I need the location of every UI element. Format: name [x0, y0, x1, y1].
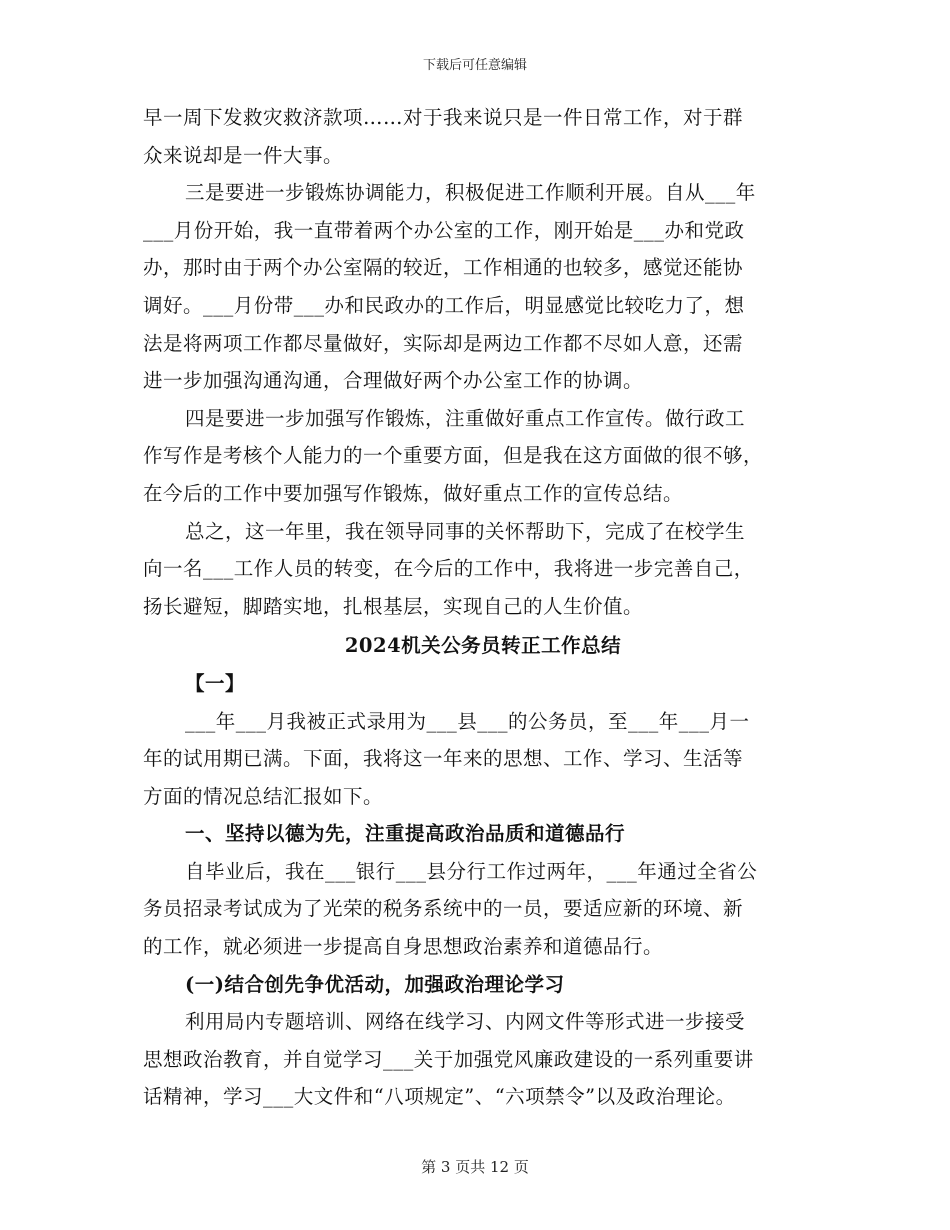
paragraph-line: ___月份开始，我一直带着两个办公室的工作，刚开始是___办和党政	[143, 218, 745, 242]
paragraph-line: 扬长避短，脚踏实地，扎根基层，实现自己的人生价值。	[143, 594, 644, 618]
paragraph-line: 思想政治教育，并自觉学习___关于加强党风廉政建设的一系列重要讲	[143, 1047, 754, 1071]
part-heading: 【一】	[185, 671, 246, 695]
paragraph-line: 三是要进一步锻炼协调能力，积极促进工作顺利开展。自从___年	[185, 181, 756, 205]
document-body	[143, 99, 823, 1116]
subsection-heading: (一)结合创先争优活动，加强政治理论学习	[185, 972, 565, 996]
page-header: 下载后可任意编辑	[422, 58, 527, 73]
paragraph-line: 自毕业后，我在___银行___县分行工作过两年，___年通过全省公	[185, 859, 758, 883]
paragraph-line: 年的试用期已满。下面，我将这一年来的思想、工作、学习、生活等	[143, 747, 744, 771]
paragraph-line: ___年___月我被正式录用为___县___的公务员，至___年___月一	[185, 709, 750, 733]
paragraph-line: 四是要进一步加强写作锻炼，注重做好重点工作宣传。做行政工	[185, 406, 746, 430]
paragraph-line: 在今后的工作中要加强写作锻炼，做好重点工作的宣传总结。	[143, 481, 684, 505]
paragraph-line: 办，那时由于两个办公室隔的较近，工作相通的也较多，感觉还能协	[143, 256, 744, 280]
paragraph-line: 调好。___月份带___办和民政办的工作后，明显感觉比较吃力了，想	[143, 293, 745, 317]
paragraph-line: 利用局内专题培训、网络在线学习、内网文件等形式进一步接受	[185, 1010, 746, 1034]
paragraph-line: 话精神，学习___大文件和“八项规定”、“六项禁令”以及政治理论。	[143, 1085, 736, 1109]
paragraph-line: 早一周下发救灾救济款项……对于我来说只是一件日常工作，对于群	[143, 106, 744, 129]
paragraph-line: 作写作是考核个人能力的一个重要方面，但是我在这方面做的很不够，	[143, 444, 764, 468]
page-footer: 第 3 页共 12 页	[421, 1158, 529, 1176]
paragraph-line: 向一名___工作人员的转变，在今后的工作中，我将进一步完善自己，	[143, 557, 754, 581]
paragraph-line: 务员招录考试成为了光荣的税务系统中的一员，要适应新的环境、新	[143, 897, 744, 921]
subsection-heading: 一、坚持以德为先，注重提高政治品质和道德品行	[185, 822, 626, 846]
paragraph-line: 总之，这一年里，我在领导同事的关怀帮助下，完成了在校学生	[185, 519, 746, 543]
paragraph-line: 法是将两项工作都尽量做好，实际却是两边工作都不尽如人意，还需	[143, 331, 744, 355]
paragraph-line: 方面的情况总结汇报如下。	[143, 784, 384, 808]
section-title: 2024机关公务员转正工作总结	[344, 634, 622, 658]
paragraph-line: 众来说却是一件大事。	[143, 143, 344, 167]
paragraph-line: 的工作，就必须进一步提高自身思想政治素养和道德品行。	[143, 935, 664, 959]
paragraph-line: 进一步加强沟通沟通，合理做好两个办公室工作的协调。	[143, 369, 644, 393]
